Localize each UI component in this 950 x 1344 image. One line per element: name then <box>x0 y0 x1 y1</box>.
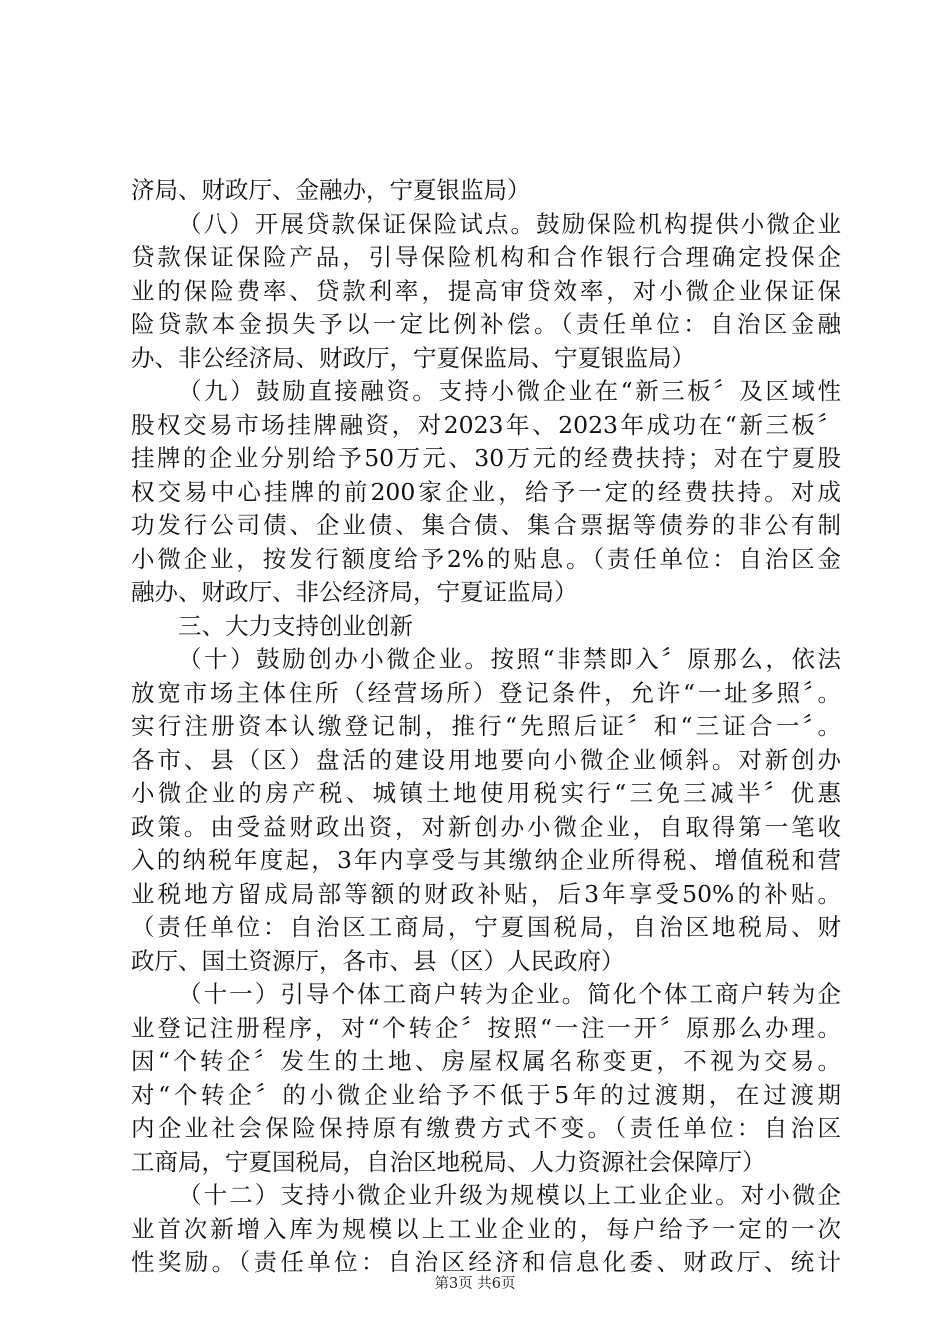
text-line: 小微企业的房产税、城镇土地使用税实行“三免三减半〞优惠 <box>131 779 841 807</box>
text-line: 业首次新增入库为规模以上工业企业的，每户给予一定的一次 <box>131 1214 841 1243</box>
page-number: 第3页 共6页 <box>434 1276 516 1292</box>
text-line: 业登记注册程序，对“个转企〞按照“一注一开〞原那么办理。 <box>131 1013 841 1042</box>
text-line: 政厅、国土资源厅，各市、县（区）人民政府） <box>131 946 625 975</box>
text-line: 挂牌的企业分别给予50万元、30万元的经费扶持；对在宁夏股 <box>131 444 841 472</box>
text-line: 贷款保证保险产品，引导保险机构和合作银行合理确定投保企 <box>131 243 841 271</box>
paragraph-11-start: （十一）引导个体工商户转为企业。简化个体工商户转为企 <box>178 980 841 1008</box>
text-line: 内企业社会保险保持原有缴费方式不变。（责任单位：自治区 <box>131 1114 841 1142</box>
text-line: 小微企业，按发行额度给予2%的贴息。（责任单位：自治区金 <box>131 544 841 573</box>
paragraph-8-start: （八）开展贷款保证保险试点。鼓励保险机构提供小微企业 <box>178 209 841 238</box>
section-heading: 三、大力支持创业创新 <box>178 611 413 640</box>
paragraph-12-start: （十二）支持小微企业升级为规模以上工业企业。对小微企 <box>178 1181 841 1209</box>
text-line: 济局、财政厅、金融办，宁夏银监局） <box>131 176 531 204</box>
text-line: 性奖励。（责任单位：自治区经济和信息化委、财政厅、统计 <box>131 1248 841 1276</box>
text-line: 权交易中心挂牌的前200家企业，给予一定的经费扶持。对成 <box>131 477 841 506</box>
text-line: 股权交易市场挂牌融资，对2023年、2023年成功在“新三板〞 <box>131 410 841 439</box>
text-line: 放宽市场主体住所（经营场所）登记条件，允许“一址多照〞。 <box>131 678 841 707</box>
paragraph-9-start: （九）鼓励直接融资。支持小微企业在“新三板〞及区域性 <box>178 377 841 405</box>
text-line: 实行注册资本认缴登记制，推行“先照后证〞和“三证合一〞。 <box>131 712 841 740</box>
document-body <box>131 174 841 1280</box>
paragraph-10-start: （十）鼓励创办小微企业。按照“非禁即入〞原那么，依法 <box>178 645 841 673</box>
text-line: 业的保险费率、贷款利率，提高审贷效率，对小微企业保证保 <box>131 276 841 305</box>
text-line: 办、非公经济局、财政厅，宁夏保监局、宁夏银监局） <box>131 343 695 372</box>
text-line: 因“个转企〞发生的土地、房屋权属名称变更，不视为交易。 <box>131 1047 841 1075</box>
text-line: 各市、县（区）盘活的建设用地要向小微企业倾斜。对新创办 <box>131 745 841 774</box>
text-line: 险贷款本金损失予以一定比例补偿。（责任单位：自治区金融 <box>131 310 841 338</box>
text-line: 融办、财政厅、非公经济局，宁夏证监局） <box>131 578 578 606</box>
text-line: 入的纳税年度起，3年内享受与其缴纳企业所得税、增值税和营 <box>131 846 841 874</box>
text-line: （责任单位：自治区工商局，宁夏国税局，自治区地税局、财 <box>131 913 841 941</box>
text-line: 政策。由受益财政出资，对新创办小微企业，自取得第一笔收 <box>131 812 841 841</box>
text-line: 工商局，宁夏国税局，自治区地税局、人力资源社会保障厅） <box>131 1147 766 1176</box>
text-line: 业税地方留成局部等额的财政补贴，后3年享受50%的补贴。 <box>131 879 841 908</box>
text-line: 对“个转企〞的小微企业给予不低于5年的过渡期，在过渡期 <box>131 1080 841 1109</box>
text-line: 功发行公司债、企业债、集合债、集合票据等债券的非公有制 <box>131 511 841 539</box>
